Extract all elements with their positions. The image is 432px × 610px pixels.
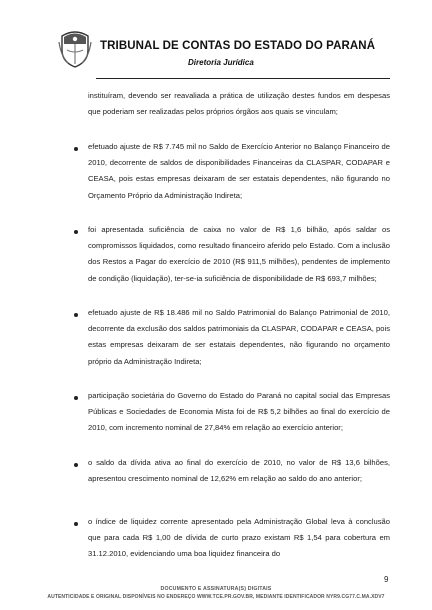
- list-item-paragraph: participação societária do Governo do Estado do Paraná no capital social das Empresas Públicas e Sociedades de Economia Mista foi de R$ 5,2 bilhões ao final do exercício de 2010, com incremento nominal de 27,84% em relação ao exercício anterior;: [88, 391, 390, 433]
- bullet-icon: [74, 396, 78, 400]
- bullet-icon: [74, 313, 78, 317]
- footer-digital-signature-notice: DOCUMENTO E ASSINATURA(S) DIGITAIS: [160, 586, 272, 592]
- list-item-paragraph: o saldo da dívida ativa ao final do exercício de 2010, no valor de R$ 13,6 bilhões, apresentou crescimento nominal de 12,62% em relação ao saldo do ano anterior;: [88, 458, 390, 484]
- bullet-icon: [74, 463, 78, 467]
- page-number: 9: [384, 575, 389, 584]
- document-header: [0, 0, 432, 80]
- bullet-icon: [74, 147, 78, 151]
- institution-title: TRIBUNAL DE CONTAS DO ESTADO DO PARANÁ: [100, 40, 376, 52]
- parana-coat-of-arms-logo: [58, 30, 92, 68]
- paragraph-continuation: instituíram, devendo ser reavaliada a prática de utilização destes fundos em despesas que poderiam ser realizadas pelos próprios órgãos aos quais se vinculam;: [88, 91, 390, 117]
- bullet-icon: [74, 522, 78, 526]
- list-item-paragraph: efetuado ajuste de R$ 18.486 mil no Saldo Patrimonial do Balanço Patrimonial de 2010, decorrente da exclusão dos saldos patrimoniais da CLASPAR, CODAPAR e CEASA, pois estas empresas deixaram de ser estatais dependentes, não figurando no orçamento próprio da Administração Indireta;: [88, 308, 390, 366]
- footer-authenticity-notice: AUTENTICIDADE E ORIGINAL DISPONÍVEIS NO ENDEREÇO WWW.TCE.PR.GOV.BR, MEDIANTE IDENTIFICADOR NYR9.CG77.C.MA.XDV7: [47, 594, 385, 600]
- header-divider: [96, 78, 390, 79]
- list-item-paragraph: efetuado ajuste de R$ 7.745 mil no Saldo de Exercício Anterior no Balanço Financeiro de 2010, decorrente de saldos de disponibilidades Financeiras da CLASPAR, CODAPAR e CEASA, pois estas empresas deixaram de ser estatais dependentes, não figurando no Orçamento Próprio da Administração Indireta;: [88, 142, 390, 200]
- department-subtitle: Diretoria Jurídica: [188, 58, 254, 67]
- list-item-paragraph: o índice de liquidez corrente apresentado pela Administração Global leva à conclusão que para cada R$ 1,00 de dívida de curto prazo existam R$ 1,54 para cobertura em 31.12.2010, evidenciando uma boa liquidez financeira do: [88, 517, 390, 559]
- bullet-icon: [74, 230, 78, 234]
- list-item-paragraph: foi apresentada suficiência de caixa no valor de R$ 1,6 bilhão, após saldar os compromissos liquidados, como resultado financeiro aferido pelo Estado. Com a inclusão dos Restos a Pagar do exercício de 2010 (R$ 911,5 milhões), pendentes de implemento de condição (liquidação), ter-se-ia suficiência de disponibilidade de R$ 693,7 milhões;: [88, 225, 390, 283]
